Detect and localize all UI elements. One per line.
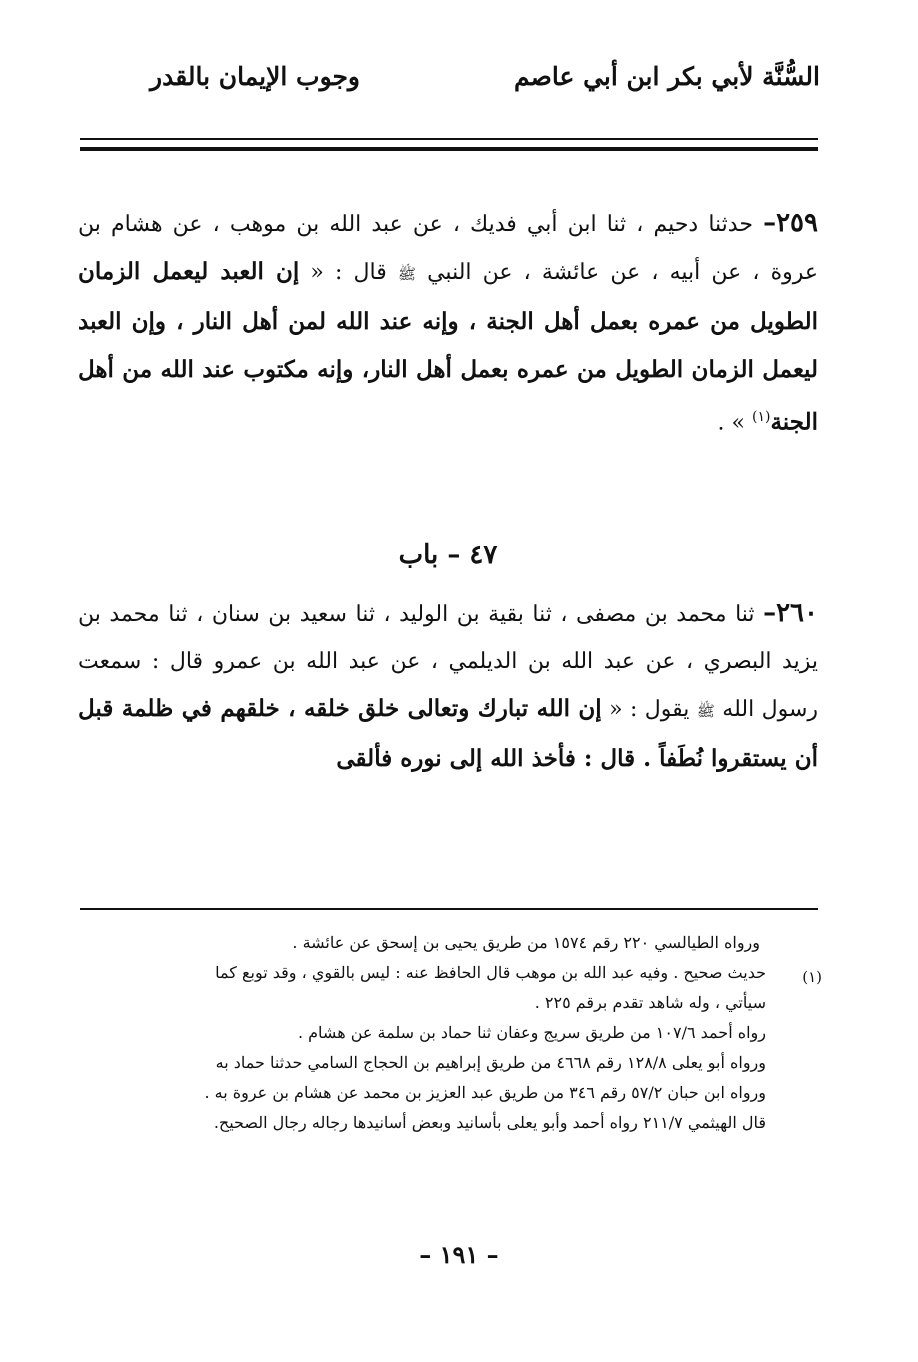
footnote-line: حديث صحيح . وفيه عبد الله بن موهب قال الحافظ عنه : ليس بالقوي ، وقد توبع كما	[215, 963, 766, 982]
hadith-260	[78, 590, 818, 783]
header-rule-thick	[80, 147, 818, 151]
hadith-number: ٢٥٩	[776, 208, 818, 238]
footnote-line: ورواه الطيالسي ٢٢٠ رقم ١٥٧٤ من طريق يحيى بن إسحق عن عائشة .	[292, 933, 760, 952]
hadith-isnad: حدثنا دحيم ، ثنا ابن أبي فديك ، عن عبد الله بن موهب ، عن هشام بن عروة ، عن أبيه ، عن عائشة ، عن النبي	[78, 212, 818, 285]
salla-ligature: ﷺ	[696, 702, 715, 721]
footnote-line: رواه أحمد ١٠٧/٦ من طريق سريج وعفان ثنا حماد بن سلمة عن هشام .	[297, 1023, 766, 1042]
hadith-yaqul: يقول : «	[609, 697, 690, 723]
running-header	[150, 62, 820, 112]
footnote-rule	[80, 908, 818, 910]
bab-heading: ٤٧ – باب	[398, 540, 498, 571]
header-rule-thin	[80, 138, 818, 140]
footnote-ref[interactable]: (١)	[752, 409, 771, 425]
footnote-line: قال الهيثمي ٢١١/٧ رواه أحمد وأبو يعلى بأسانيد وبعض أسانيدها رجاله رجال الصحيح.	[213, 1113, 766, 1132]
hadith-close: » .	[717, 410, 745, 436]
hadith-isnad: ثنا محمد بن مصفى ، ثنا بقية بن الوليد ، ثنا سعيد بن سنان ، ثنا محمد بن يزيد البصري ، عن عبد الله بن الديلمي ، عن عبد الله بن عمرو قال : سمعت رسول الله	[78, 602, 818, 723]
footnote-line: ورواه أبو يعلى ١٢٨/٨ رقم ٤٦٦٨ من طريق إبراهيم بن الحجاج السامي حدثنا حماد به	[215, 1053, 766, 1072]
footnote-line: ورواه ابن حبان ٥٧/٢ رقم ٣٤٦ من طريق عبد العزيز بن محمد عن هشام بن عروة به .	[204, 1083, 766, 1102]
main-text	[78, 200, 818, 783]
hadith-dash: –	[763, 208, 777, 238]
salla-ligature: ﷺ	[397, 265, 416, 283]
hadith-dash: –	[763, 598, 777, 629]
hadith-matn: إن الله تبارك وتعالى خلق خلقه ، خلقهم في ظلمة قبل أن يستقروا نُطَفاً . قال : فأخذ الله إلى نوره فألقى	[78, 695, 818, 773]
chapter-title: وجوب الإيمان بالقدر	[150, 62, 361, 91]
footnote-line: سيأتي ، وله شاهد تقدم برقم ٢٢٥ .	[534, 993, 766, 1012]
book-title: السُّنَّة لأبي بكر ابن أبي عاصم	[513, 62, 820, 91]
hadith-qala: قال : «	[310, 260, 387, 285]
page-number: – ١٩١ –	[419, 1240, 499, 1269]
footnotes	[76, 928, 766, 1138]
footnote-number: (١)	[802, 968, 822, 986]
hadith-number: ٢٦٠	[776, 598, 818, 629]
hadith-matn: إن العبد ليعمل الزمان الطويل من عمره بعمل أهل الجنة ، وإنه عند الله لمن أهل النار ، وإن العبد ليعمل الزمان الطويل من عمره بعمل أهل النار، وإنه مكتوب عند الله من أهل الجنة	[78, 258, 818, 436]
hadith-259	[78, 200, 818, 446]
